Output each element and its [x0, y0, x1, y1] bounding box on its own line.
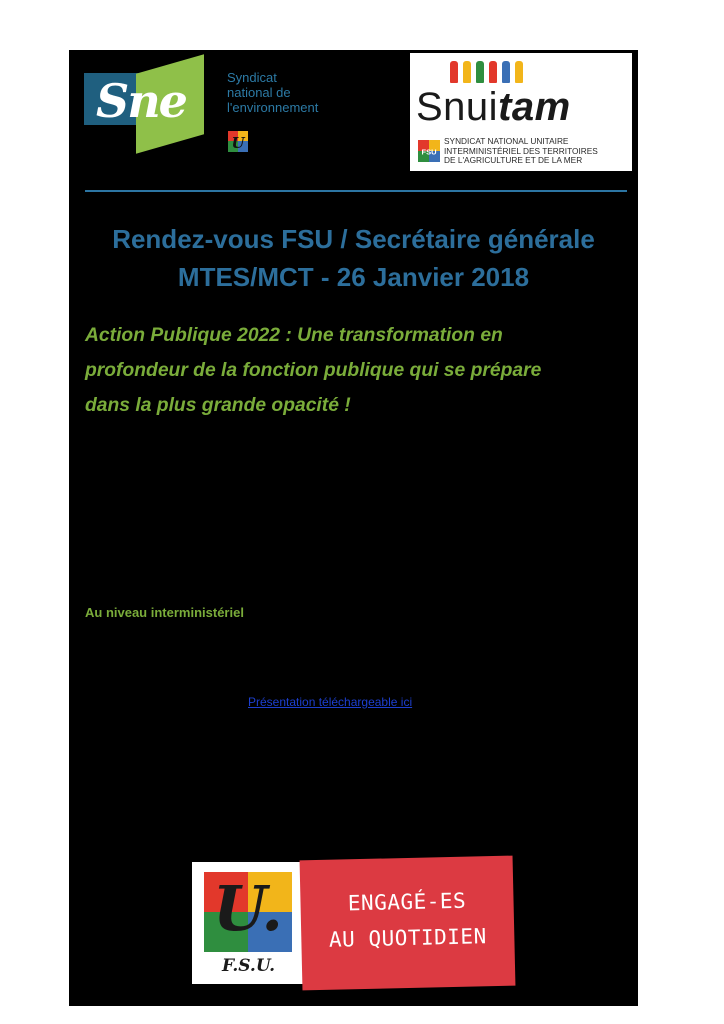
- snuitam-word-bold: tam: [498, 85, 571, 129]
- sne-logo-word: Sne: [96, 74, 186, 128]
- sne-logo: [84, 58, 334, 158]
- fsu-badge-text: FSU: [421, 147, 437, 157]
- sne-logo-text: [227, 70, 318, 115]
- fsu-logo-letter: U.: [213, 872, 283, 945]
- slogan-card: [300, 856, 516, 991]
- snuitam-figure-icon: [450, 61, 458, 83]
- sne-logo-line: l'environnement: [227, 100, 319, 115]
- document-page: [69, 50, 638, 1006]
- snuitam-subtitle-line: INTERMINISTÉRIEL DES TERRITOIRES: [444, 145, 598, 156]
- snuitam-subtitle-line: DE L'AGRICULTURE ET DE LA MER: [444, 155, 583, 165]
- fsu-mini-icon: [228, 131, 248, 152]
- document-subtitle: [85, 318, 638, 423]
- fsu-logo: [192, 862, 305, 984]
- snuitam-logo: [410, 53, 632, 171]
- download-presentation-link[interactable]: Présentation téléchargeable ici: [248, 695, 413, 709]
- slogan-text: [300, 882, 515, 959]
- subtitle-line: profondeur de la fonction publique qui se prépare: [85, 360, 542, 381]
- snuitam-logo-subtitle: [444, 137, 598, 166]
- subtitle-line: Action Publique 2022 : Une transformation en: [85, 325, 503, 346]
- header-divider: [85, 190, 627, 192]
- slogan-line: AU QUOTIDIEN: [328, 924, 487, 952]
- section-heading: Au niveau interministériel: [85, 605, 244, 620]
- title-line: Rendez-vous FSU / Secrétaire générale: [112, 224, 595, 254]
- snuitam-figure-icon: [515, 61, 523, 83]
- subtitle-line: dans la plus grande opacité !: [85, 395, 351, 416]
- fsu-logo-label: F.S.U.: [221, 956, 276, 976]
- sne-logo-line: national de: [227, 85, 291, 100]
- snuitam-figure-icon: [489, 61, 497, 83]
- snuitam-logo-word: [416, 85, 571, 129]
- footer-banner: [192, 858, 514, 988]
- svg-text:U: U: [231, 134, 245, 152]
- sne-logo-line: Syndicat: [227, 70, 277, 85]
- title-line: MTES/MCT - 26 Janvier 2018: [177, 262, 530, 292]
- snuitam-figure-icon: [476, 61, 484, 83]
- snuitam-figure-icon: [502, 61, 510, 83]
- snuitam-figure-icon: [463, 61, 471, 83]
- fsu-badge-icon: [418, 140, 440, 162]
- snuitam-word-plain: Snui: [416, 85, 499, 129]
- slogan-line: ENGAGÉ-ES: [347, 888, 467, 916]
- snuitam-subtitle-line: SYNDICAT NATIONAL UNITAIRE: [444, 136, 569, 146]
- document-title: [69, 220, 638, 296]
